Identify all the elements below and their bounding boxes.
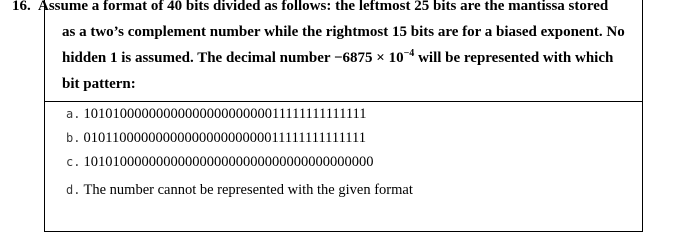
- option-b-letter: b.: [66, 131, 81, 145]
- question-line-4: bit pattern:: [62, 76, 136, 92]
- question-number: 16.: [12, 0, 31, 14]
- question-line-2: as a two’s complement number while the rightmost 15 bits are for a biased exponent. No: [62, 24, 625, 40]
- option-a-letter: a.: [66, 107, 81, 121]
- question-line-3-pre: hidden 1 is assumed. The decimal number −6875 × 10: [62, 50, 404, 66]
- question-line-1: Assume a format of 40 bits divided as follows: the leftmost 25 bits are the mantissa stored: [38, 0, 609, 14]
- option-c-text: 1010100000000000000000000000000000000000: [83, 154, 374, 170]
- option-a-text: 1010100000000000000000000011111111111111: [83, 106, 367, 122]
- option-d[interactable]: [66, 182, 413, 199]
- question-line-3-post: will be represented with which: [414, 50, 614, 66]
- option-c-letter: c.: [66, 155, 81, 169]
- option-a[interactable]: [66, 106, 367, 123]
- option-d-letter: d.: [66, 183, 81, 197]
- option-d-text: The number cannot be represented with the given format: [83, 182, 413, 198]
- answer-options: [44, 102, 643, 232]
- option-c[interactable]: [66, 154, 374, 171]
- question-line-3: [62, 49, 613, 67]
- exponent-superscript: −4: [403, 48, 415, 59]
- option-b-text: 0101100000000000000000000011111111111111: [83, 130, 366, 146]
- option-b[interactable]: [66, 130, 366, 147]
